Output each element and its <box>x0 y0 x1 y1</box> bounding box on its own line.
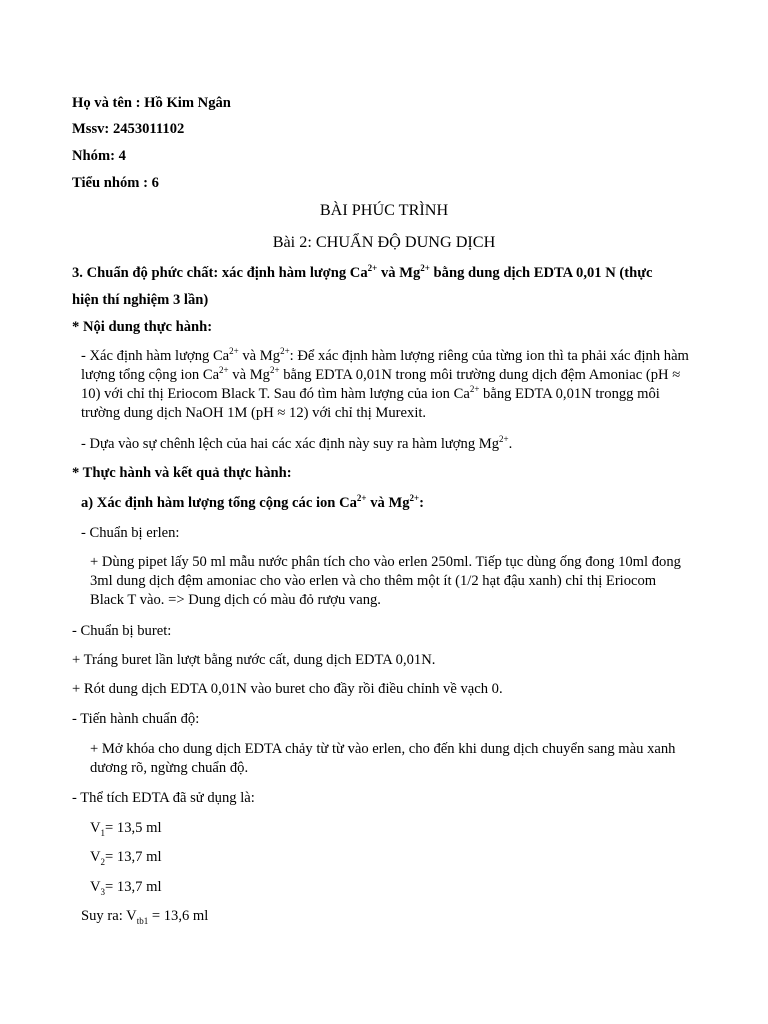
subgroup-number: Tiểu nhóm : 6 <box>72 175 159 191</box>
volume-v3: $V_3= 13,7$ ml <box>90 879 162 897</box>
report-title: BÀI PHÚC TRÌNH <box>319 201 449 219</box>
section-3-heading: 3. Chuẩn độ phức chất: xác định hàm lượng $Ca^{2+}$ và $Mg^{2+}$ bằng dung dịch EDTA 0,01 N (thực <box>72 263 653 281</box>
content-paragraph-2: - Dựa vào sự chênh lệch của hai các xác định này suy ra hàm lượng $Mg^{2+}$. <box>81 434 513 452</box>
prepare-erlen-label: - Chuẩn bị erlen: <box>81 525 180 541</box>
average-volume: Suy ra: $V_{tb1} = 13,6$ ml <box>81 908 209 926</box>
prepare-buret-label: - Chuẩn bị buret: <box>72 623 172 639</box>
volume-used-label: - Thể tích EDTA đã sử dụng là: <box>72 790 255 806</box>
titration-detail: + Mở khóa cho dung dịch EDTA chảy từ từ vào erlen, cho đến khi dung dịch chuyển sang màu xanh dương rõ, ngừng chuẩn độ. <box>90 741 676 776</box>
report-subtitle: Bài 2: CHUẨN ĐỘ DUNG DỊCH <box>272 233 496 251</box>
section-3-heading-cont: hiện thí nghiệm 3 lần) <box>72 292 209 308</box>
volume-v2: $V_2= 13,7$ ml <box>90 849 162 867</box>
buret-step-1: + Tráng buret lần lượt bằng nước cất, dung dịch EDTA 0,01N. <box>72 652 436 668</box>
titration-label: - Tiến hành chuẩn độ: <box>72 711 200 727</box>
content-paragraph-1: - Xác định hàm lượng $Ca^{2+}$ và $Mg^{2+}$: Để xác định hàm lượng riêng của từng ion thì ta phải xác định hàm lượng tổng cộng ion $Ca^{2+}$ và $Mg^{2+}$ bằng EDTA 0,01N trong môi trường dung dịch đệm Amoniac (pH ≈ 10) với chỉ thị Eriocom Black T. Sau đó tìm hàm lượng của ion $Ca^{2+}$ bằng EDTA 0,01N trongg môi trường dung dịch NaOH 1M (pH ≈ 12) với chỉ thị Murexit. <box>81 346 689 421</box>
buret-step-2: + Rót dung dịch EDTA 0,01N vào buret cho đầy rồi điều chỉnh về vạch 0. <box>72 681 503 697</box>
volume-v1: $V_1= 13,5$ ml <box>90 820 162 838</box>
content-heading: * Nội dung thực hành: <box>72 319 213 335</box>
practice-heading: * Thực hành và kết quả thực hành: <box>72 465 292 481</box>
student-name: Họ và tên : Hồ Kim Ngân <box>72 95 231 111</box>
student-id: Mssv: 2453011102 <box>72 121 185 137</box>
subsection-a-heading: a) Xác định hàm lượng tổng cộng các ion $Ca^{2+}$ và $Mg^{2+}$: <box>81 493 425 511</box>
group-number: Nhóm: 4 <box>72 148 126 164</box>
prepare-erlen-detail: + Dùng pipet lấy 50 ml mẫu nước phân tích cho vào erlen 250ml. Tiếp tục dùng ống đong 10ml đong 3ml dung dịch đệm amoniac cho vào erlen và cho thêm một ít (1/2 hạt đậu xanh) chỉ thị Eriocom Black T vào. => Dung dịch có màu đỏ rượu vang. <box>90 554 681 608</box>
